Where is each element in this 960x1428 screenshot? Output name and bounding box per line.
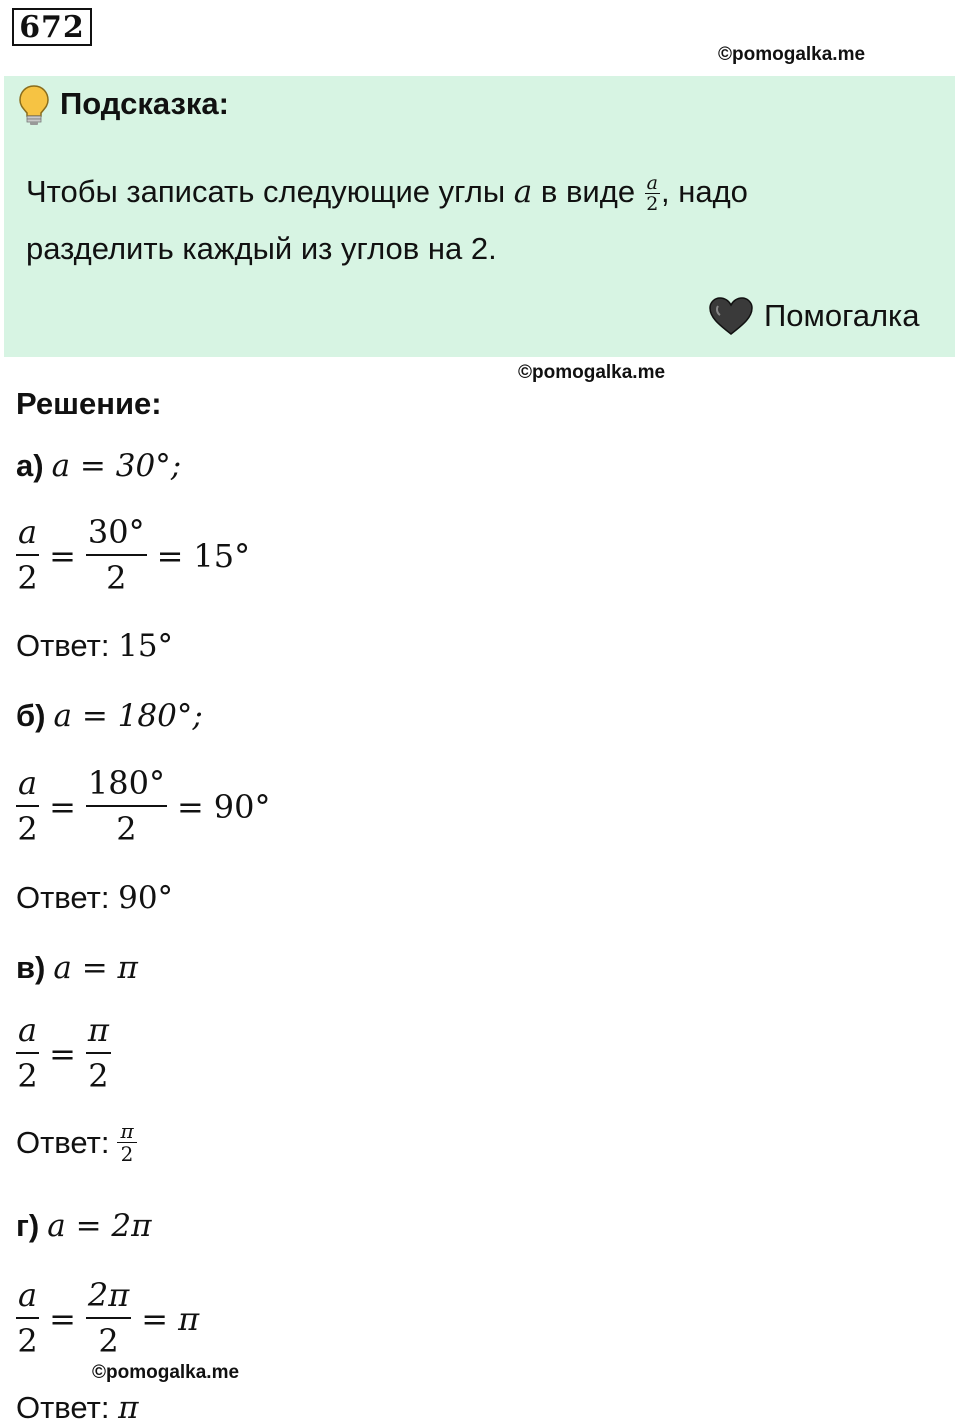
hint-title: Подсказка: [60, 86, 229, 121]
brand-label: Помогалка [764, 298, 920, 333]
hint-text-line1: Чтобы записать следующие углы a в виде $\frac{a}{2}$ , надо [26, 172, 748, 216]
part-c-equation: $\frac{a}{2}$ = $\frac{\pi}{2}$ [17, 1011, 109, 1095]
part-c-given: в) a = π [16, 950, 138, 986]
watermark-middle: ©pomogalka.me [518, 362, 666, 383]
watermark-top: ©pomogalka.me [718, 44, 866, 65]
lightbulb-icon [18, 84, 50, 131]
part-d-answer: Ответ: π [16, 1390, 139, 1426]
part-a-given: а) a = 30°; [16, 448, 182, 484]
watermark-bottom: ©pomogalka.me [92, 1362, 240, 1383]
part-b-equation: $\frac{a}{2}$ = $\frac{180^\circ}{2}$ = 90° [17, 764, 271, 848]
part-d-given: г) a = 2π [16, 1208, 152, 1244]
part-b-given: б) a = 180°; [16, 698, 203, 734]
part-c-answer: Ответ: $\frac{\pi}{2}$ [16, 1120, 137, 1165]
hint-text-line2: разделить каждый из углов на 2. [26, 231, 497, 266]
problem-number: 672 [12, 8, 92, 46]
solution-title: Решение: [16, 386, 162, 421]
part-c-answer-fraction: $\frac{\pi}{2}$ [117, 1120, 136, 1165]
heart-icon [708, 296, 754, 341]
hint-fraction: $\frac{a}{2}$ [646, 172, 659, 216]
part-d-equation: $\frac{a}{2}$ = $\frac{2\pi}{2}$ = π [17, 1276, 200, 1360]
part-a-equation: $\frac{a}{2}$ = $\frac{30^\circ}{2}$ = 15° [17, 513, 251, 597]
part-a-answer: Ответ: 15° [16, 628, 174, 664]
part-b-answer: Ответ: 90° [16, 880, 174, 916]
